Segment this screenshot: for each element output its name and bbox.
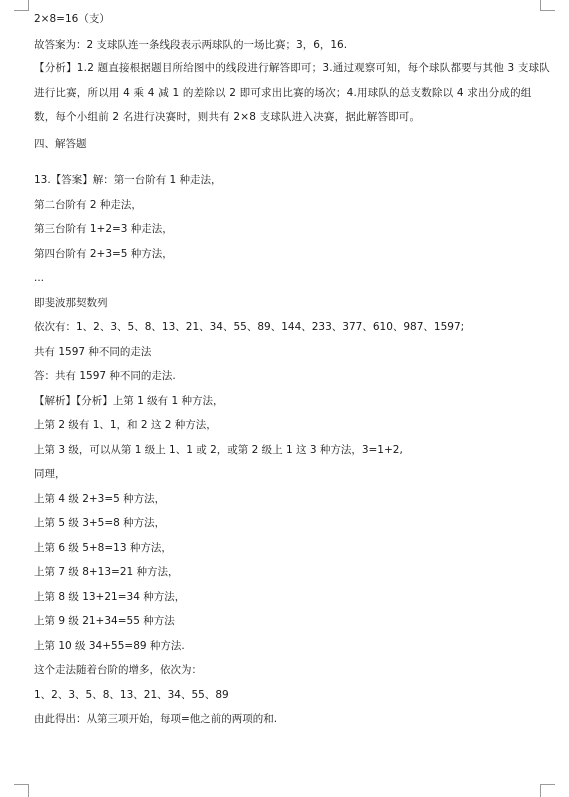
text-line: 上第 10 级 34+55=89 种方法. bbox=[34, 640, 185, 652]
page-corner-mark bbox=[14, 0, 29, 11]
text-line: 即斐波那契数列 bbox=[34, 297, 108, 309]
text-line: 第四台阶有 2+3=5 种方法， bbox=[34, 248, 173, 260]
text-line: 13.【答案】解：第一台阶有 1 种走法， bbox=[34, 174, 222, 186]
analysis-paragraph: 【分析】1.2 题直接根据题目所给图中的线段进行解答即可；3.通过观察可知，每个球队都要与其他 3 支球队进行比赛，所以用 4 乘 4 减 1 的差除以 2 即可求出比赛的场次；4.用球队的总支数除以 4 求出分成的组数，每个小组前 2 名进行决赛时，则共有 2×8 支球队进入决赛，据此解答即可。 bbox=[34, 62, 551, 123]
text-line: 上第 6 级 5+8=13 种方法， bbox=[34, 542, 172, 554]
text-line: 第三台阶有 1+2=3 种走法， bbox=[34, 223, 173, 235]
page-corner-mark bbox=[540, 784, 555, 797]
text-line: 由此得出：从第三项开始，每项=他之前的两项的和. bbox=[34, 713, 278, 725]
page-corner-mark bbox=[14, 784, 29, 797]
text-line: 2×8=16（支） bbox=[34, 13, 110, 25]
text-line: 故答案为：2 支球队连一条线段表示两球队的一场比赛；3，6，16. bbox=[34, 39, 348, 51]
text-line: 1、2、3、5、8、13、21、34、55、89 bbox=[34, 689, 229, 701]
text-line: ... bbox=[34, 272, 45, 284]
text-line: 上第 3 级，可以从第 1 级上 1、1 或 2，或第 2 级上 1 这 3 种方法，3=1+2, bbox=[34, 444, 403, 456]
text-line: 答：共有 1597 种不同的走法. bbox=[34, 370, 176, 382]
page-corner-mark bbox=[540, 0, 555, 11]
text-line: 上第 4 级 2+3=5 种方法， bbox=[34, 493, 166, 505]
text-line: 【解析】【分析】上第 1 级有 1 种方法， bbox=[34, 395, 224, 407]
text-line: 同理， bbox=[34, 468, 66, 480]
text-line: 上第 9 级 21+34=55 种方法 bbox=[34, 615, 175, 627]
text-line: 依次有：1、2、3、5、8、13、21、34、55、89、144、233、377、610、987、1597; bbox=[34, 321, 465, 333]
text-line: 共有 1597 种不同的走法 bbox=[34, 346, 152, 358]
text-line: 上第 8 级 13+21=34 种方法， bbox=[34, 591, 186, 603]
text-line: 上第 5 级 3+5=8 种方法， bbox=[34, 517, 166, 529]
text-line: 这个走法随着台阶的增多，依次为： bbox=[34, 664, 202, 676]
text-line: 上第 2 级有 1、1，和 2 这 2 种方法， bbox=[34, 419, 217, 431]
section-heading: 四、解答题 bbox=[34, 138, 87, 150]
text-line: 第二台阶有 2 种走法， bbox=[34, 199, 142, 211]
text-line: 上第 7 级 8+13=21 种方法， bbox=[34, 566, 179, 578]
